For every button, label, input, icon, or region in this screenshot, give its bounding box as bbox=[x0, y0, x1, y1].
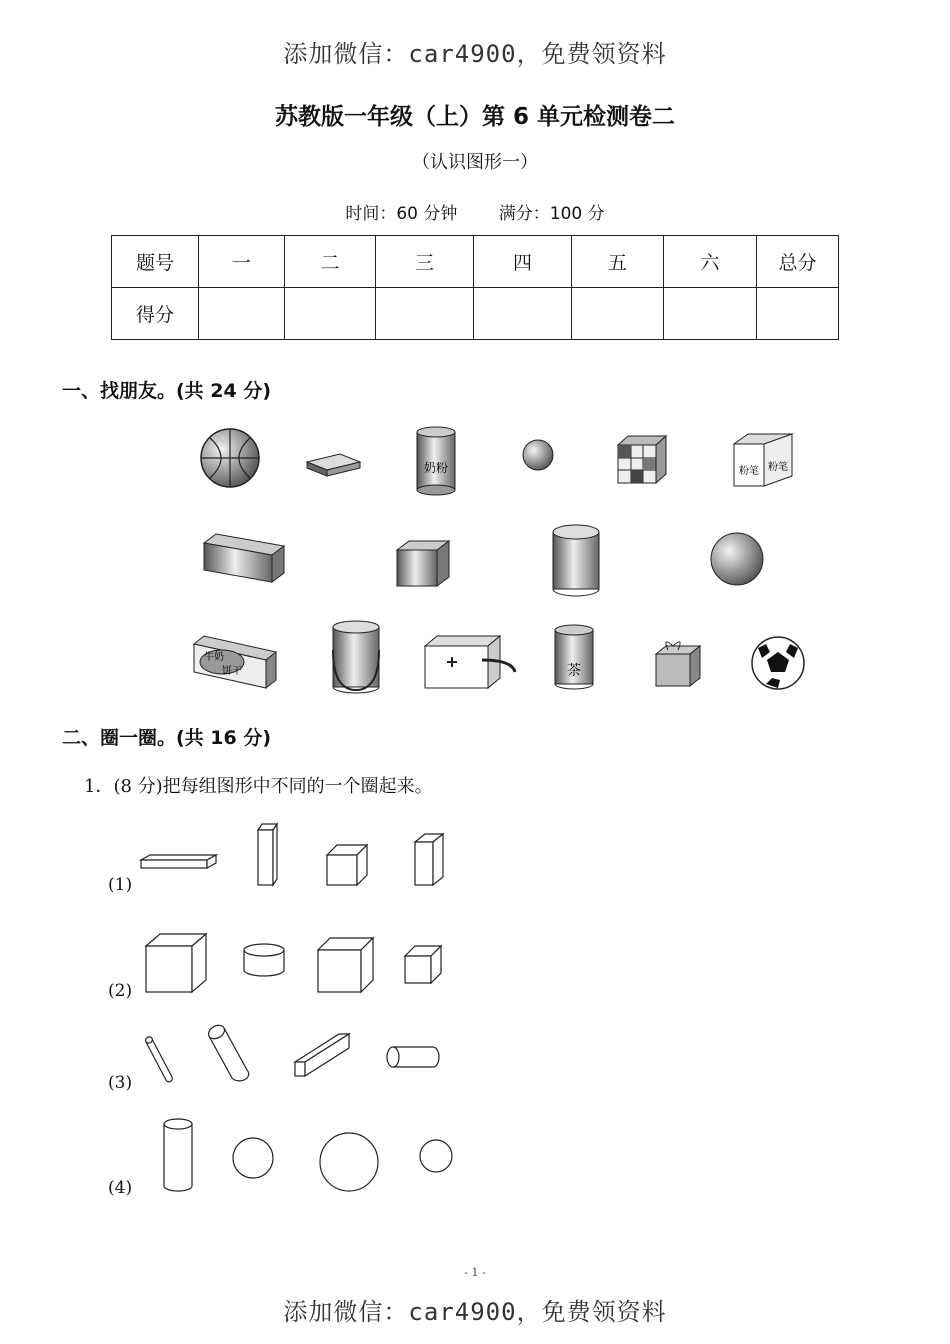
question-1: 1．(8 分)把每组图形中不同的一个圈起来。 bbox=[84, 776, 433, 797]
table-cell: 题号 bbox=[112, 236, 199, 288]
cookie-label-1: 牛奶 bbox=[204, 652, 224, 663]
tilted-cylinder-shape[interactable] bbox=[206, 1023, 249, 1081]
tall-thin-cuboid-shape[interactable] bbox=[258, 824, 277, 885]
table-cell: 六 bbox=[664, 236, 757, 288]
tea-label: 茶 bbox=[567, 663, 581, 679]
chalk-label-1: 粉笔 bbox=[739, 466, 759, 477]
page-title: 苏教版一年级（上）第 6 单元检测卷二 bbox=[274, 104, 676, 130]
watermark-top: 添加微信：car4900，免费领资料 bbox=[283, 40, 667, 68]
horizontal-cylinder-shape[interactable] bbox=[387, 1047, 439, 1067]
milk-powder-label: 奶粉 bbox=[423, 461, 449, 475]
table-cell: 得分 bbox=[112, 288, 199, 340]
small-circle-shape[interactable] bbox=[420, 1140, 452, 1172]
table-cell: 五 bbox=[572, 236, 664, 288]
full-score: 满分：100 分 bbox=[498, 204, 605, 224]
page-number: - 1 - bbox=[464, 1266, 486, 1279]
group-label-4: (4) bbox=[108, 1178, 133, 1198]
tall-cuboid-shape[interactable] bbox=[415, 834, 443, 885]
large-circle-shape[interactable] bbox=[320, 1133, 378, 1191]
group-label-1: (1) bbox=[108, 875, 133, 895]
short-cylinder-shape[interactable] bbox=[244, 944, 284, 976]
flat-cuboid-shape[interactable] bbox=[141, 855, 216, 868]
chalk-label-2: 粉笔 bbox=[768, 462, 788, 473]
large-cube-shape[interactable] bbox=[146, 934, 206, 992]
cookie-label-2: 饼干 bbox=[222, 666, 242, 677]
table-cell: 三 bbox=[376, 236, 474, 288]
circle-shape[interactable] bbox=[233, 1138, 273, 1178]
table-cell: 总分 bbox=[757, 236, 839, 288]
group-label-3: (3) bbox=[108, 1073, 133, 1093]
table-cell: 二 bbox=[285, 236, 376, 288]
table-cell: 一 bbox=[199, 236, 285, 288]
table-cell: 四 bbox=[474, 236, 572, 288]
upright-cylinder-shape[interactable] bbox=[164, 1119, 192, 1191]
thin-rod-cylinder-shape[interactable] bbox=[145, 1036, 173, 1082]
page-subtitle: （认识图形一） bbox=[412, 152, 538, 173]
medium-cube-shape[interactable] bbox=[318, 938, 373, 992]
section2-title: 二、圈一圈。(共 16 分) bbox=[62, 727, 272, 749]
section1-title: 一、找朋友。(共 24 分) bbox=[62, 380, 272, 402]
cube-shape[interactable] bbox=[327, 845, 367, 885]
watermark-bottom: 添加微信：car4900，免费领资料 bbox=[283, 1298, 667, 1326]
time-limit: 时间：60 分钟 bbox=[345, 204, 458, 224]
group-label-2: (2) bbox=[108, 981, 133, 1001]
small-cube-shape[interactable] bbox=[405, 946, 441, 983]
long-cuboid-shape[interactable] bbox=[295, 1034, 349, 1076]
